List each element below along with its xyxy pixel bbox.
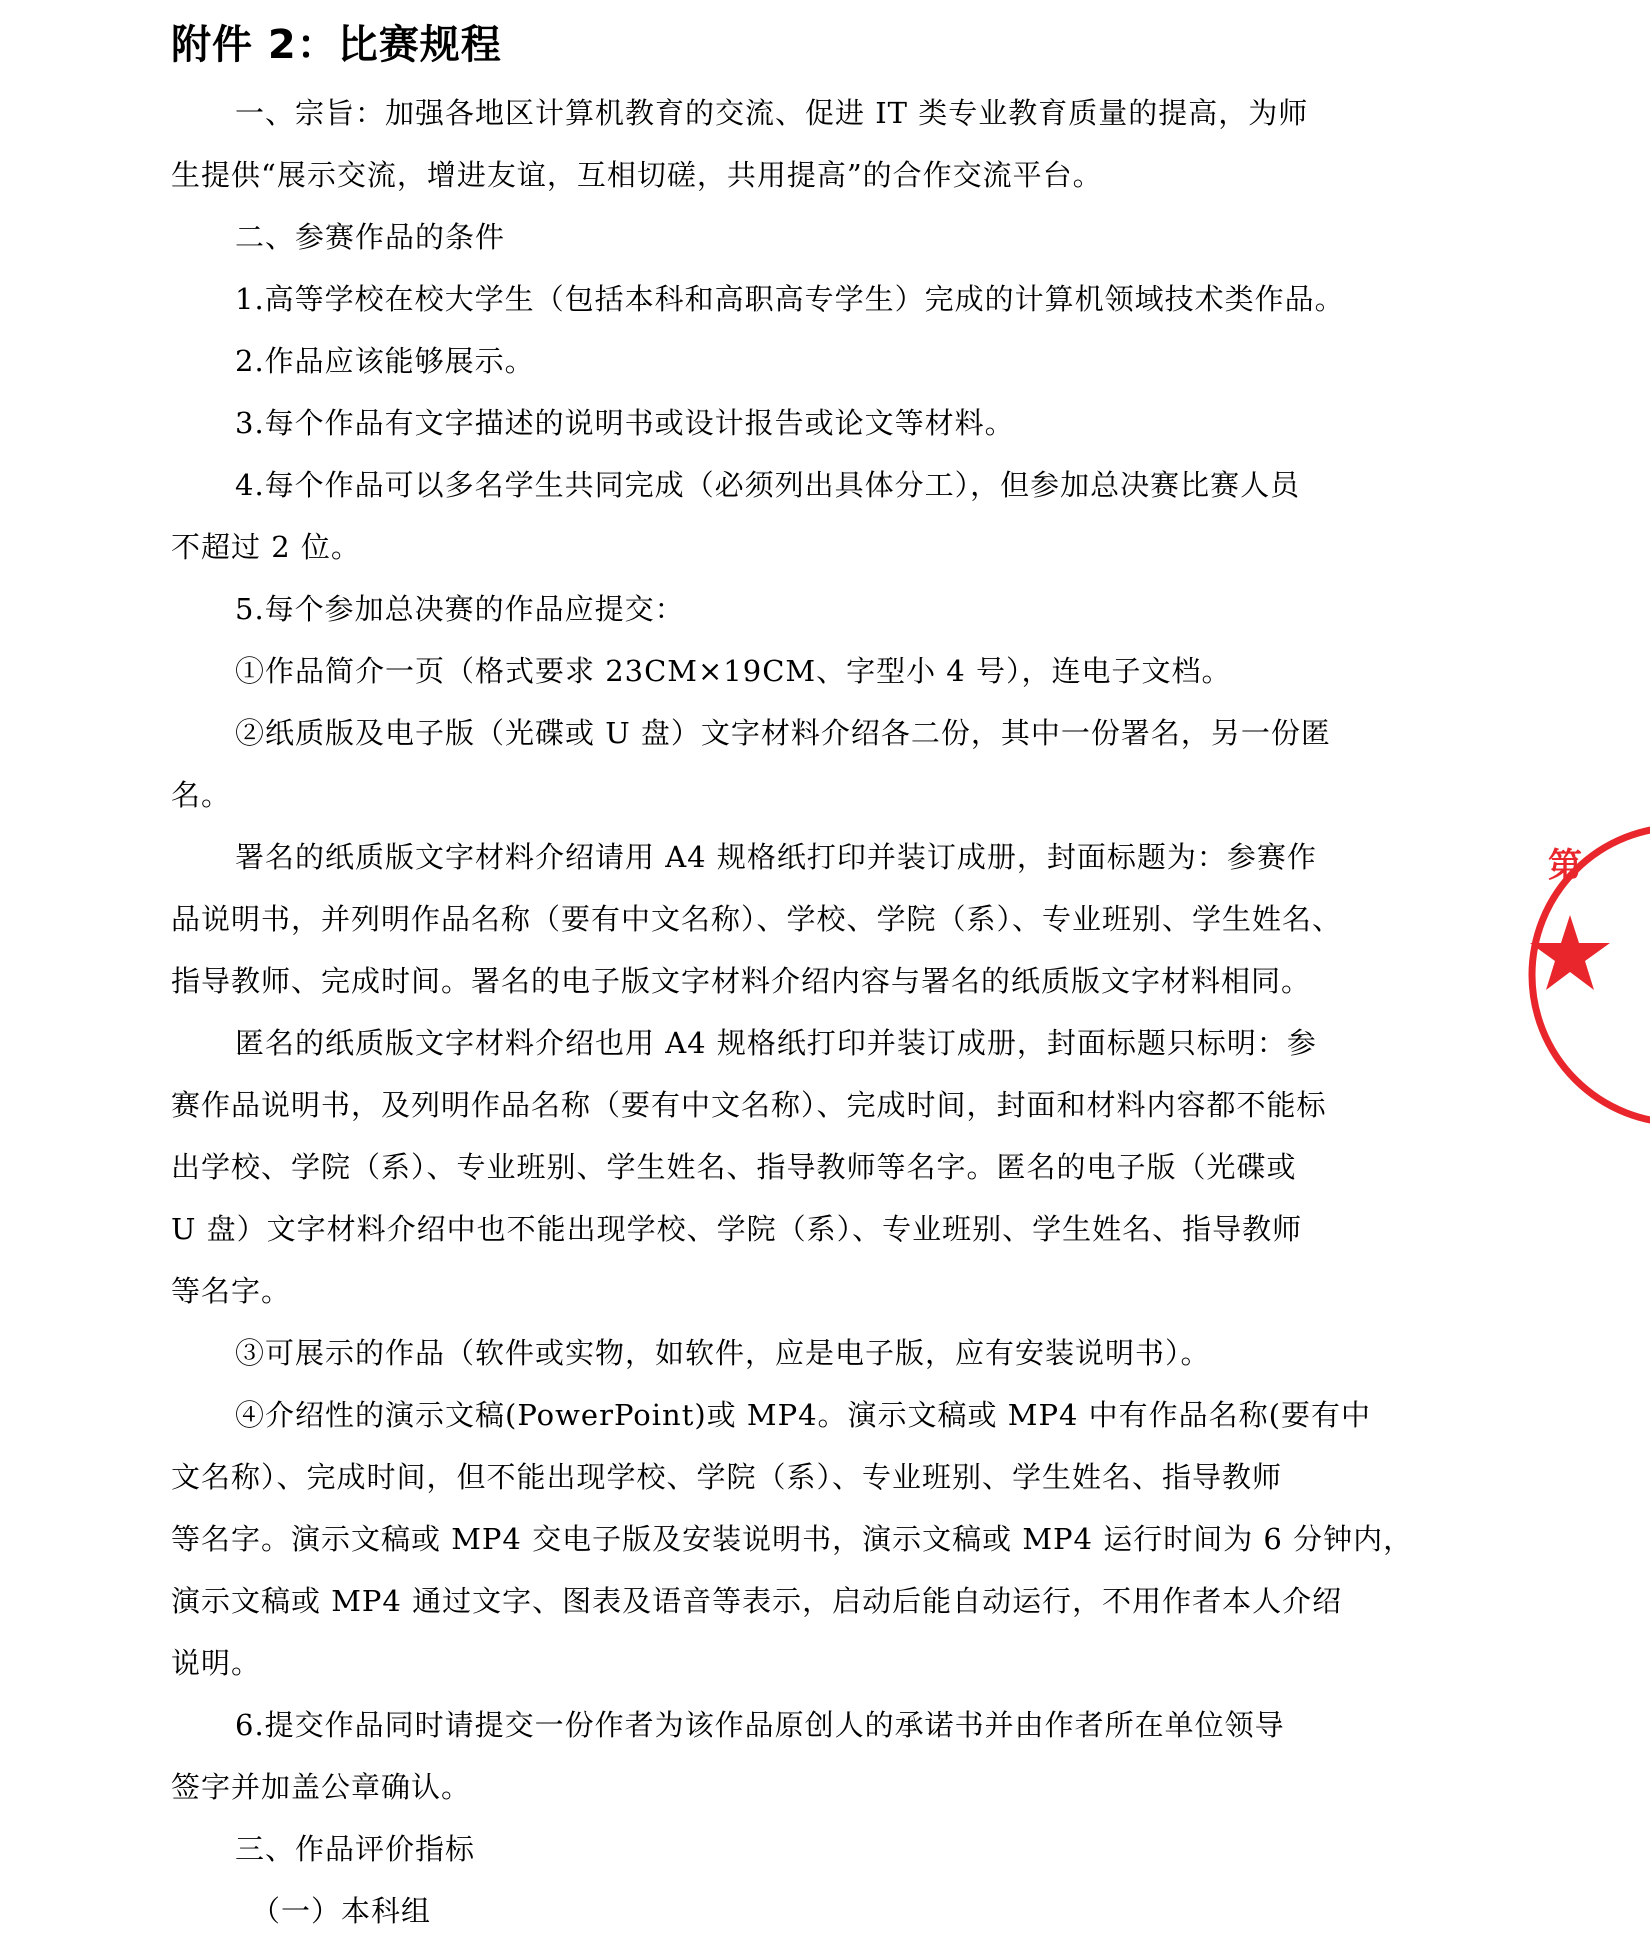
paragraph-line: 6.提交作品同时请提交一份作者为该作品原创人的承诺书并由作者所在单位领导 (235, 1708, 1285, 1742)
paragraph-line: 等名字。演示文稿或 MP4 交电子版及安装说明书，演示文稿或 MP4 运行时间为 6 分钟内， (171, 1522, 1414, 1556)
paragraph-line: 演示文稿或 MP4 通过文字、图表及语音等表示，启动后能自动运行，不用作者本人介绍 (171, 1584, 1343, 1618)
paragraph-line: （一）本科组 (251, 1894, 432, 1928)
paragraph-line: 2.作品应该能够展示。 (235, 344, 535, 378)
paragraph-line: 4.每个作品可以多名学生共同完成（必须列出具体分工），但参加总决赛比赛人员 (235, 468, 1301, 502)
paragraph-line: 等名字。 (171, 1274, 292, 1308)
paragraph-line: 三、作品评价指标 (235, 1832, 476, 1866)
svg-text:第: 第 (1548, 846, 1582, 886)
paragraph-line: 5.每个参加总决赛的作品应提交： (235, 592, 685, 626)
red-seal-stamp (1530, 815, 1650, 1135)
paragraph-line: 二、参赛作品的条件 (235, 220, 506, 254)
paragraph-line: 3.每个作品有文字描述的说明书或设计报告或论文等材料。 (235, 406, 1015, 440)
paragraph-line: 文名称）、完成时间，但不能出现学校、学院（系）、专业班别、学生姓名、指导教师 (171, 1460, 1283, 1494)
paragraph-line: ②纸质版及电子版（光碟或 U 盘）文字材料介绍各二份，其中一份署名，另一份匿 (235, 716, 1331, 750)
paragraph-line: 名。 (171, 778, 232, 812)
paragraph-line: ①作品简介一页（格式要求 23CM×19CM、字型小 4 号），连电子文档。 (235, 654, 1232, 688)
paragraph-line: ③可展示的作品（软件或实物，如软件，应是电子版，应有安装说明书）。 (235, 1336, 1211, 1370)
paragraph-line: 不超过 2 位。 (171, 530, 361, 564)
paragraph-line: 匿名的纸质版文字材料介绍也用 A4 规格纸打印并装订成册，封面标题只标明：参 (235, 1026, 1317, 1060)
paragraph-line: 品说明书，并列明作品名称（要有中文名称）、学校、学院（系）、专业班别、学生姓名、 (171, 902, 1343, 936)
paragraph-line: 署名的纸质版文字材料介绍请用 A4 规格纸打印并装订成册，封面标题为：参赛作 (235, 840, 1317, 874)
paragraph-line: 签字并加盖公章确认。 (171, 1770, 472, 1804)
paragraph-line: 指导教师、完成时间。署名的电子版文字材料介绍内容与署名的纸质版文字材料相同。 (171, 964, 1312, 998)
document-title: 附件 2：比赛规程 (171, 22, 502, 68)
paragraph-line: U 盘）文字材料介绍中也不能出现学校、学院（系）、专业班别、学生姓名、指导教师 (171, 1212, 1303, 1246)
paragraph-line: 1.高等学校在校大学生（包括本科和高职高专学生）完成的计算机领域技术类作品。 (235, 282, 1345, 316)
paragraph-line: 出学校、学院（系）、专业班别、学生姓名、指导教师等名字。匿名的电子版（光碟或 (171, 1150, 1297, 1184)
paragraph-line: 生提供“展示交流，增进友谊，互相切磋，共用提高”的合作交流平台。 (171, 158, 1103, 192)
paragraph-line: 一、宗旨：加强各地区计算机教育的交流、促进 IT 类专业教育质量的提高，为师 (235, 96, 1309, 130)
paragraph-line: 赛作品说明书，及列明作品名称（要有中文名称）、完成时间，封面和材料内容都不能标 (171, 1088, 1327, 1122)
paragraph-line: 说明。 (171, 1646, 262, 1680)
paragraph-line: ④介绍性的演示文稿(PowerPoint)或 MP4。演示文稿或 MP4 中有作品名称(要有中 (235, 1398, 1371, 1432)
document-body (171, 82, 1414, 1942)
